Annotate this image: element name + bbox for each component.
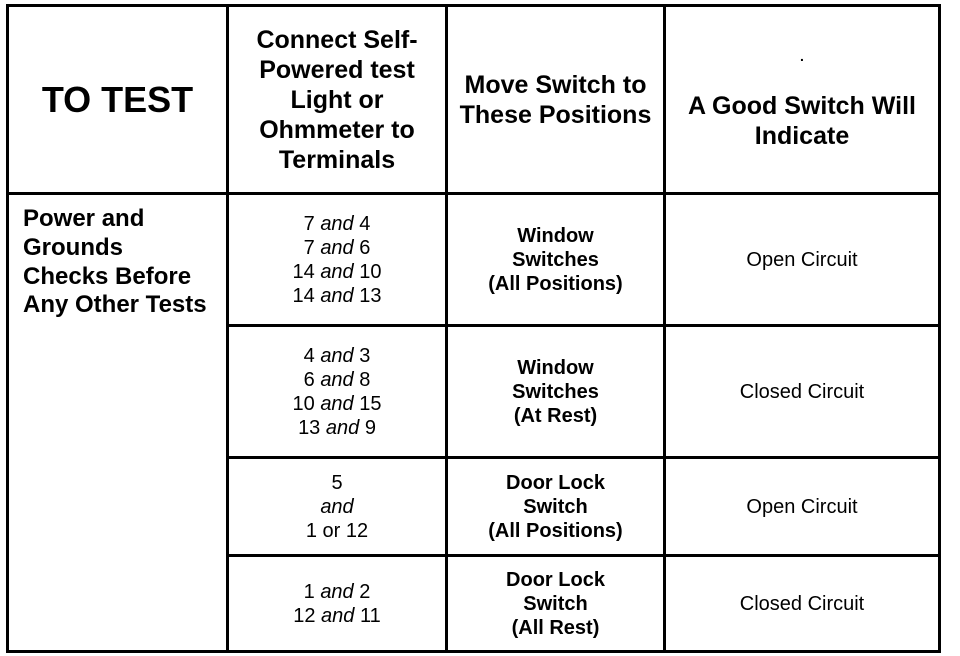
positions-cell: Door Lock Switch (All Rest) [447,556,665,652]
header-dot: . [800,48,804,65]
terminals-cell [228,556,447,652]
terminal-pair: 6 and 8 [303,368,371,391]
terminal-pair: 4 and 3 [303,344,371,367]
terminals-cell [228,194,447,326]
positions-cell: Door Lock Switch (All Positions) [447,458,665,556]
header-move-switch: Move Switch to These Positions [447,6,665,194]
terminal-pair: 1 and 2 [303,580,371,603]
terminal-pair: 13 and 9 [298,416,376,439]
terminals-cell: 5 and 1 or 12 [228,458,447,556]
terminal-pair: 10 and 15 [292,392,382,415]
header-connect-terminals: Connect Self-Powered test Light or Ohmmeter to Terminals [228,6,447,194]
result-cell: Closed Circuit [665,556,940,652]
terminal-pair: 7 and 6 [303,236,371,259]
positions-cell: Window Switches (All Positions) [447,194,665,326]
terminal-pair: 7 and 4 [303,212,371,235]
terminal-pair: 14 and 13 [292,284,382,307]
result-cell: Open Circuit [665,194,940,326]
header-row [8,6,940,194]
switch-test-table [6,4,941,653]
terminal-pair: 14 and 10 [292,260,382,283]
test-description: Power and Grounds Checks Before Any Other Tests [8,194,228,652]
result-cell: Closed Circuit [665,326,940,458]
header-good-switch-label: A Good Switch Will Indicate [687,91,916,150]
table-row [8,194,940,326]
terminal-pair: 12 and 11 [293,604,381,627]
header-to-test: TO TEST [8,6,228,194]
positions-cell: Window Switches (At Rest) [447,326,665,458]
result-cell: Open Circuit [665,458,940,556]
header-good-switch [665,6,940,194]
terminals-cell [228,326,447,458]
